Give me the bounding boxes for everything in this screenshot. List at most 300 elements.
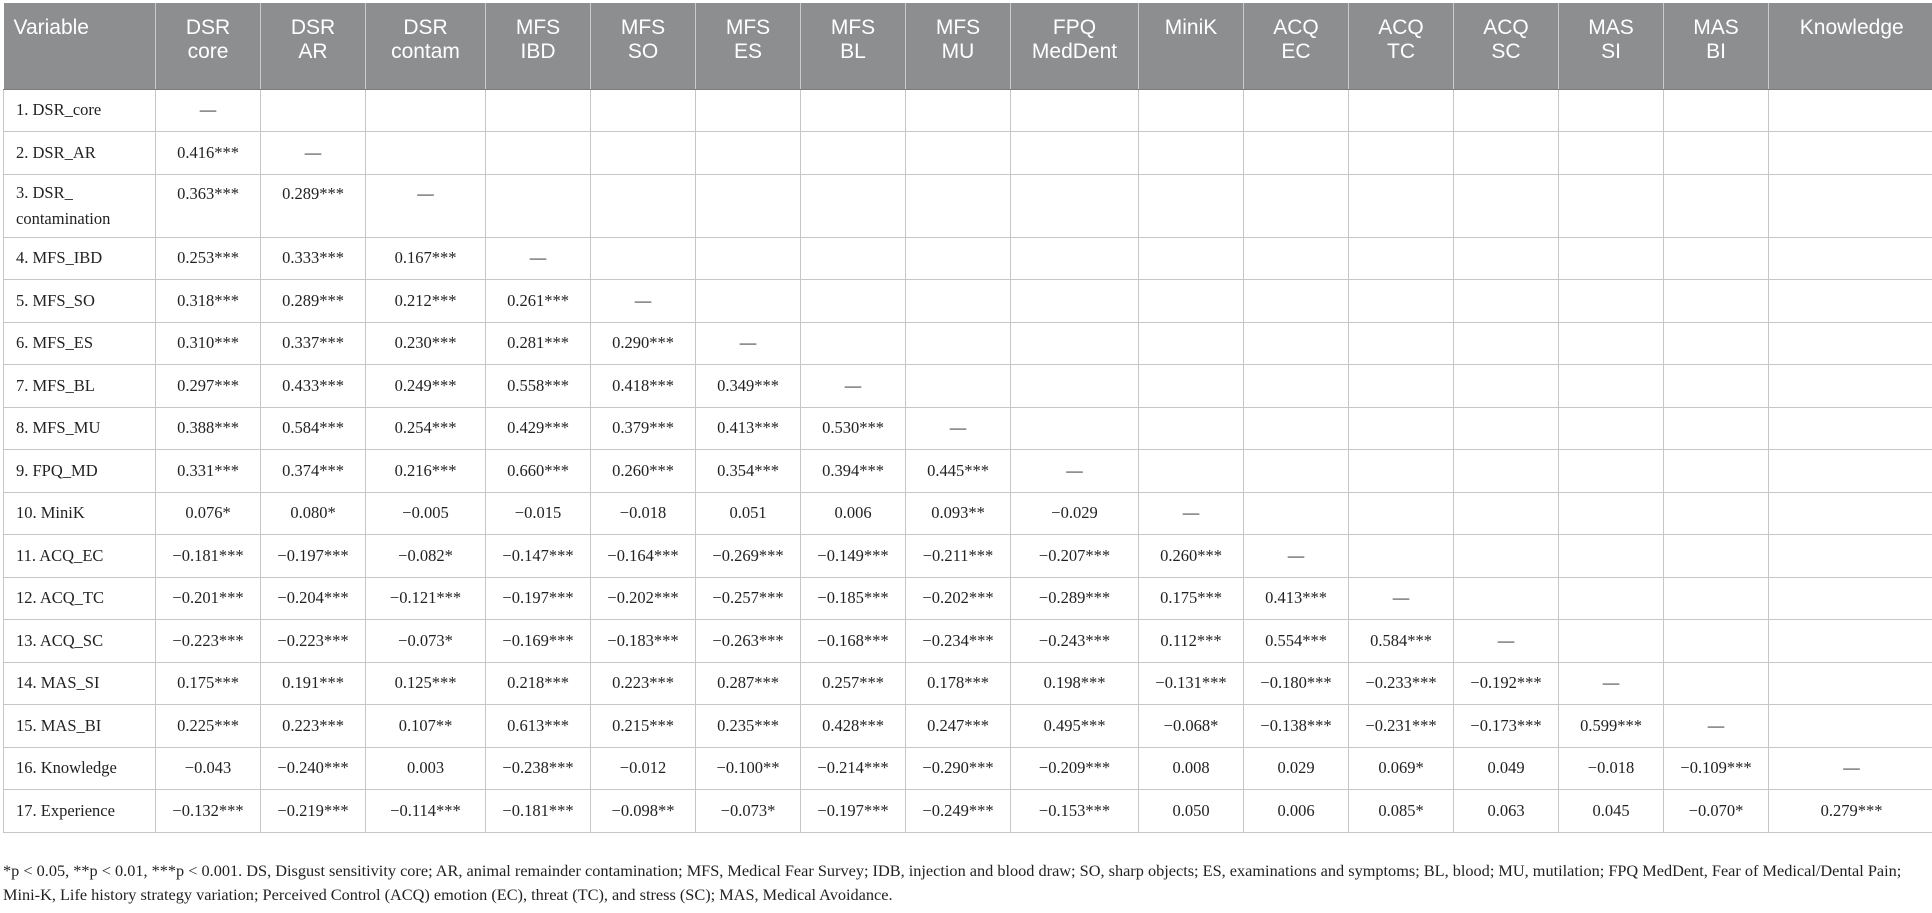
table-cell: 0.290***: [591, 322, 696, 365]
column-header: [906, 3, 1011, 89]
table-cell: −0.114***: [366, 790, 486, 833]
row-label: 13. ACQ_SC: [4, 620, 156, 663]
column-header: [696, 3, 801, 89]
table-cell: [1349, 365, 1454, 408]
row-label: 16. Knowledge: [4, 747, 156, 790]
table-cell: 0.374***: [261, 450, 366, 493]
table-cell: [906, 237, 1011, 280]
table-cell: −0.149***: [801, 535, 906, 578]
table-cell: 0.050: [1139, 790, 1244, 833]
table-cell: −0.015: [486, 492, 591, 535]
table-cell: [486, 132, 591, 175]
table-cell: 0.558***: [486, 365, 591, 408]
row-label: 2. DSR_AR: [4, 132, 156, 175]
column-header-line: core: [187, 40, 229, 63]
table-cell: [1244, 322, 1349, 365]
table-cell: −0.073*: [366, 620, 486, 663]
table-cell: [1769, 577, 1932, 620]
column-header-line: DSR: [290, 16, 336, 39]
table-cell: [1769, 705, 1932, 748]
table-cell: [1769, 237, 1932, 280]
table-cell: [1769, 89, 1932, 132]
table-cell: 0.045: [1559, 790, 1664, 833]
table-cell: 0.230***: [366, 322, 486, 365]
table-cell: [1244, 89, 1349, 132]
table-cell: −0.243***: [1011, 620, 1139, 663]
table-cell: —: [1664, 705, 1769, 748]
column-header-line: SC: [1491, 40, 1521, 63]
table-cell: [1349, 492, 1454, 535]
table-cell: [1139, 132, 1244, 175]
table-cell: 0.125***: [366, 662, 486, 705]
column-header-line: ES: [733, 40, 762, 63]
table-row: [4, 705, 1932, 748]
table-cell: [366, 89, 486, 132]
table-cell: —: [261, 132, 366, 175]
table-cell: —: [1349, 577, 1454, 620]
table-cell: −0.012: [591, 747, 696, 790]
table-cell: [1559, 577, 1664, 620]
table-cell: [1454, 535, 1559, 578]
table-cell: 0.554***: [1244, 620, 1349, 663]
table-cell: −0.068*: [1139, 705, 1244, 748]
table-cell: −0.181***: [486, 790, 591, 833]
significance-note: *p < 0.05, **p < 0.01, ***p < 0.001.: [3, 861, 243, 880]
table-cell: —: [156, 89, 261, 132]
table-cell: [1664, 662, 1769, 705]
table-cell: [1559, 535, 1664, 578]
table-cell: −0.238***: [486, 747, 591, 790]
table-cell: [801, 174, 906, 237]
table-cell: 0.235***: [696, 705, 801, 748]
table-cell: [1664, 237, 1769, 280]
column-header: [1139, 3, 1244, 89]
table-cell: [1011, 322, 1139, 365]
table-cell: 0.216***: [366, 450, 486, 493]
column-header: [366, 3, 486, 89]
table-cell: —: [1244, 535, 1349, 578]
table-cell: −0.223***: [156, 620, 261, 663]
table-cell: 0.363***: [156, 174, 261, 237]
table-cell: 0.175***: [156, 662, 261, 705]
table-cell: −0.223***: [261, 620, 366, 663]
table-cell: [906, 365, 1011, 408]
column-header-line: MedDent: [1031, 40, 1118, 63]
table-row: [4, 790, 1932, 833]
column-header-line: ACQ: [1273, 16, 1319, 39]
row-label: 17. Experience: [4, 790, 156, 833]
table-cell: 0.310***: [156, 322, 261, 365]
table-cell: —: [696, 322, 801, 365]
column-header: [486, 3, 591, 89]
table-cell: [1664, 89, 1769, 132]
column-header-line: MFS: [725, 16, 771, 39]
column-header-line: ACQ: [1483, 16, 1529, 39]
table-cell: [801, 322, 906, 365]
table-row: [4, 132, 1932, 175]
table-cell: −0.043: [156, 747, 261, 790]
column-header-line: MFS: [935, 16, 981, 39]
table-cell: −0.183***: [591, 620, 696, 663]
table-cell: −0.005: [366, 492, 486, 535]
column-header-line: Knowledge: [1799, 16, 1904, 39]
table-cell: [696, 237, 801, 280]
column-header-line: MFS: [515, 16, 561, 39]
table-cell: [1559, 450, 1664, 493]
table-cell: 0.069*: [1349, 747, 1454, 790]
table-cell: [1559, 132, 1664, 175]
table-row: [4, 577, 1932, 620]
column-header: [1011, 3, 1139, 89]
table-cell: [1244, 365, 1349, 408]
table-cell: [1559, 365, 1664, 408]
table-cell: 0.349***: [696, 365, 801, 408]
table-cell: 0.337***: [261, 322, 366, 365]
table-cell: —: [1454, 620, 1559, 663]
column-header: [591, 3, 696, 89]
table-cell: 0.331***: [156, 450, 261, 493]
table-cell: −0.153***: [1011, 790, 1139, 833]
table-cell: 0.008: [1139, 747, 1244, 790]
table-cell: −0.257***: [696, 577, 801, 620]
table-cell: −0.131***: [1139, 662, 1244, 705]
table-cell: 0.198***: [1011, 662, 1139, 705]
table-cell: —: [1559, 662, 1664, 705]
table-cell: [1769, 407, 1932, 450]
table-cell: 0.225***: [156, 705, 261, 748]
table-cell: −0.202***: [591, 577, 696, 620]
table-cell: −0.082*: [366, 535, 486, 578]
table-cell: [1664, 280, 1769, 323]
table-cell: 0.260***: [591, 450, 696, 493]
table-cell: [1664, 407, 1769, 450]
table-row: [4, 747, 1932, 790]
table-cell: [1664, 174, 1769, 237]
table-cell: −0.098**: [591, 790, 696, 833]
table-cell: [1559, 89, 1664, 132]
table-cell: [906, 174, 1011, 237]
table-cell: 0.413***: [1244, 577, 1349, 620]
table-cell: [1011, 174, 1139, 237]
table-cell: 0.429***: [486, 407, 591, 450]
table-cell: [696, 174, 801, 237]
table-cell: [1454, 322, 1559, 365]
table-cell: [1139, 280, 1244, 323]
table-cell: [696, 89, 801, 132]
table-row: [4, 620, 1932, 663]
table-cell: [1349, 132, 1454, 175]
table-cell: [1244, 492, 1349, 535]
table-header-row: [4, 3, 1932, 89]
row-label: 1. DSR_core: [4, 89, 156, 132]
table-cell: [1244, 132, 1349, 175]
table-cell: 0.584***: [261, 407, 366, 450]
table-cell: [801, 132, 906, 175]
table-cell: [1139, 89, 1244, 132]
column-header-line: FPQ: [1052, 16, 1097, 39]
table-cell: [1664, 492, 1769, 535]
table-cell: [1349, 89, 1454, 132]
table-cell: 0.495***: [1011, 705, 1139, 748]
table-cell: −0.121***: [366, 577, 486, 620]
table-cell: —: [591, 280, 696, 323]
table-cell: [1244, 174, 1349, 237]
table-cell: 0.388***: [156, 407, 261, 450]
table-cell: −0.192***: [1454, 662, 1559, 705]
table-cell: —: [1011, 450, 1139, 493]
table-cell: −0.263***: [696, 620, 801, 663]
correlation-table-container: [3, 3, 1929, 833]
table-cell: −0.073*: [696, 790, 801, 833]
table-cell: 0.253***: [156, 237, 261, 280]
table-cell: 0.212***: [366, 280, 486, 323]
column-header-line: BI: [1706, 40, 1726, 63]
table-cell: 0.029: [1244, 747, 1349, 790]
table-cell: −0.289***: [1011, 577, 1139, 620]
table-cell: −0.219***: [261, 790, 366, 833]
table-footnote: [3, 859, 1923, 907]
column-header-line: SI: [1601, 40, 1621, 63]
table-cell: [1349, 450, 1454, 493]
table-cell: 0.413***: [696, 407, 801, 450]
column-header: [1349, 3, 1454, 89]
table-cell: [1769, 492, 1932, 535]
table-cell: [1664, 322, 1769, 365]
table-cell: 0.051: [696, 492, 801, 535]
table-cell: [1011, 365, 1139, 408]
table-cell: [1559, 237, 1664, 280]
column-header-line: IBD: [520, 40, 556, 63]
table-row: [4, 89, 1932, 132]
table-cell: −0.018: [1559, 747, 1664, 790]
table-cell: −0.029: [1011, 492, 1139, 535]
table-cell: 0.530***: [801, 407, 906, 450]
table-cell: 0.333***: [261, 237, 366, 280]
table-cell: [1769, 322, 1932, 365]
table-cell: 0.599***: [1559, 705, 1664, 748]
table-cell: —: [801, 365, 906, 408]
table-row: [4, 365, 1932, 408]
table-cell: −0.164***: [591, 535, 696, 578]
table-cell: 0.063: [1454, 790, 1559, 833]
column-header: [4, 3, 156, 89]
table-cell: [1139, 450, 1244, 493]
column-header: [1454, 3, 1559, 89]
table-cell: 0.289***: [261, 174, 366, 237]
table-cell: 0.223***: [591, 662, 696, 705]
table-cell: [1454, 577, 1559, 620]
table-cell: [1664, 577, 1769, 620]
table-cell: −0.207***: [1011, 535, 1139, 578]
column-header: [261, 3, 366, 89]
table-cell: 0.433***: [261, 365, 366, 408]
table-cell: 0.093**: [906, 492, 1011, 535]
table-cell: [906, 322, 1011, 365]
table-cell: [1664, 620, 1769, 663]
column-header: [156, 3, 261, 89]
column-header: [1664, 3, 1769, 89]
table-cell: −0.233***: [1349, 662, 1454, 705]
table-cell: [1349, 407, 1454, 450]
table-cell: −0.138***: [1244, 705, 1349, 748]
table-cell: 0.107**: [366, 705, 486, 748]
column-header-line: DSR: [403, 16, 448, 39]
table-cell: 0.076*: [156, 492, 261, 535]
table-cell: 0.218***: [486, 662, 591, 705]
table-cell: [906, 132, 1011, 175]
table-cell: 0.249***: [366, 365, 486, 408]
table-cell: [1559, 280, 1664, 323]
table-cell: 0.428***: [801, 705, 906, 748]
table-cell: [1769, 535, 1932, 578]
table-cell: −0.070*: [1664, 790, 1769, 833]
table-cell: [1454, 132, 1559, 175]
table-cell: [1769, 174, 1932, 237]
table-cell: [696, 280, 801, 323]
table-row: [4, 280, 1932, 323]
table-cell: [1454, 407, 1559, 450]
table-cell: 0.281***: [486, 322, 591, 365]
table-cell: —: [366, 174, 486, 237]
table-cell: [591, 174, 696, 237]
table-cell: [1664, 450, 1769, 493]
table-cell: [1011, 89, 1139, 132]
table-cell: 0.247***: [906, 705, 1011, 748]
table-cell: [801, 237, 906, 280]
table-cell: [1139, 407, 1244, 450]
table-cell: 0.394***: [801, 450, 906, 493]
row-label: 5. MFS_SO: [4, 280, 156, 323]
table-cell: [1454, 450, 1559, 493]
table-row: [4, 237, 1932, 280]
table-cell: [1664, 535, 1769, 578]
column-header-line: AR: [298, 40, 328, 63]
table-cell: 0.660***: [486, 450, 591, 493]
table-cell: −0.168***: [801, 620, 906, 663]
table-cell: 0.584***: [1349, 620, 1454, 663]
table-cell: [801, 280, 906, 323]
table-cell: 0.418***: [591, 365, 696, 408]
table-cell: [1454, 492, 1559, 535]
table-cell: [1244, 407, 1349, 450]
table-cell: —: [486, 237, 591, 280]
column-header-line: MAS: [1693, 16, 1739, 39]
table-cell: 0.287***: [696, 662, 801, 705]
table-cell: −0.180***: [1244, 662, 1349, 705]
table-cell: [1769, 365, 1932, 408]
table-cell: 0.112***: [1139, 620, 1244, 663]
table-cell: [1559, 620, 1664, 663]
table-cell: 0.178***: [906, 662, 1011, 705]
table-cell: [1244, 237, 1349, 280]
row-label: 14. MAS_SI: [4, 662, 156, 705]
table-cell: 0.260***: [1139, 535, 1244, 578]
table-cell: 0.289***: [261, 280, 366, 323]
table-cell: −0.202***: [906, 577, 1011, 620]
table-cell: −0.269***: [696, 535, 801, 578]
column-header-line: MFS: [620, 16, 666, 39]
table-row: [4, 407, 1932, 450]
column-header-line: DSR: [185, 16, 231, 39]
table-cell: −0.185***: [801, 577, 906, 620]
table-cell: −0.197***: [261, 535, 366, 578]
table-cell: −0.290***: [906, 747, 1011, 790]
table-cell: 0.261***: [486, 280, 591, 323]
table-cell: 0.613***: [486, 705, 591, 748]
row-label: 8. MFS_MU: [4, 407, 156, 450]
table-cell: 0.006: [801, 492, 906, 535]
table-cell: [1011, 280, 1139, 323]
table-cell: [1559, 492, 1664, 535]
table-cell: [1559, 407, 1664, 450]
table-cell: 0.318***: [156, 280, 261, 323]
column-header-line: MU: [941, 40, 975, 63]
table-cell: 0.191***: [261, 662, 366, 705]
table-row: [4, 535, 1932, 578]
row-label: 7. MFS_BL: [4, 365, 156, 408]
table-cell: —: [1769, 747, 1932, 790]
table-cell: [1011, 132, 1139, 175]
table-cell: 0.003: [366, 747, 486, 790]
column-header-line: contam: [391, 40, 460, 63]
row-label: 3. DSR_ contamination: [4, 174, 156, 237]
column-header: [1244, 3, 1349, 89]
column-header-line: SO: [627, 40, 659, 63]
table-cell: —: [906, 407, 1011, 450]
table-cell: [1244, 280, 1349, 323]
table-cell: [1664, 132, 1769, 175]
table-cell: 0.223***: [261, 705, 366, 748]
table-cell: [1139, 365, 1244, 408]
table-cell: −0.211***: [906, 535, 1011, 578]
table-cell: [1454, 174, 1559, 237]
table-cell: 0.445***: [906, 450, 1011, 493]
table-cell: 0.416***: [156, 132, 261, 175]
row-label: 11. ACQ_EC: [4, 535, 156, 578]
column-header-line: MFS: [830, 16, 876, 39]
table-cell: [1769, 450, 1932, 493]
table-cell: −0.204***: [261, 577, 366, 620]
table-cell: 0.279***: [1769, 790, 1932, 833]
table-cell: [1454, 89, 1559, 132]
table-cell: [1769, 662, 1932, 705]
table-cell: [486, 174, 591, 237]
table-cell: [696, 132, 801, 175]
table-cell: 0.080*: [261, 492, 366, 535]
table-cell: [1769, 280, 1932, 323]
table-row: [4, 322, 1932, 365]
table-cell: [486, 89, 591, 132]
table-cell: [1349, 174, 1454, 237]
row-label: 10. MiniK: [4, 492, 156, 535]
table-cell: −0.100**: [696, 747, 801, 790]
table-cell: [1664, 365, 1769, 408]
table-cell: [1349, 535, 1454, 578]
column-header-line: TC: [1387, 40, 1415, 63]
abbreviations-note: DS, Disgust sensitivity core; AR, animal remainder contamination; MFS, Medical Fear Survey; IDB, injection and blood draw; SO, sharp objects; ES, examinations and symptoms; BL, blood; MU, mutilation; FPQ MedDent, Fear of Medical/Dental Pain; Mini-K, Life history strategy variation; Perceived Control (ACQ) emotion (EC), threat (TC), and stress (SC); MAS, Medical Avoidance.: [3, 861, 1902, 904]
table-cell: −0.209***: [1011, 747, 1139, 790]
table-cell: [591, 89, 696, 132]
table-cell: [906, 280, 1011, 323]
table-cell: [1349, 280, 1454, 323]
table-cell: [1769, 132, 1932, 175]
table-cell: [591, 237, 696, 280]
table-cell: 0.257***: [801, 662, 906, 705]
table-cell: 0.049: [1454, 747, 1559, 790]
table-cell: 0.379***: [591, 407, 696, 450]
column-header-line: MAS: [1588, 16, 1634, 39]
table-cell: [1769, 620, 1932, 663]
